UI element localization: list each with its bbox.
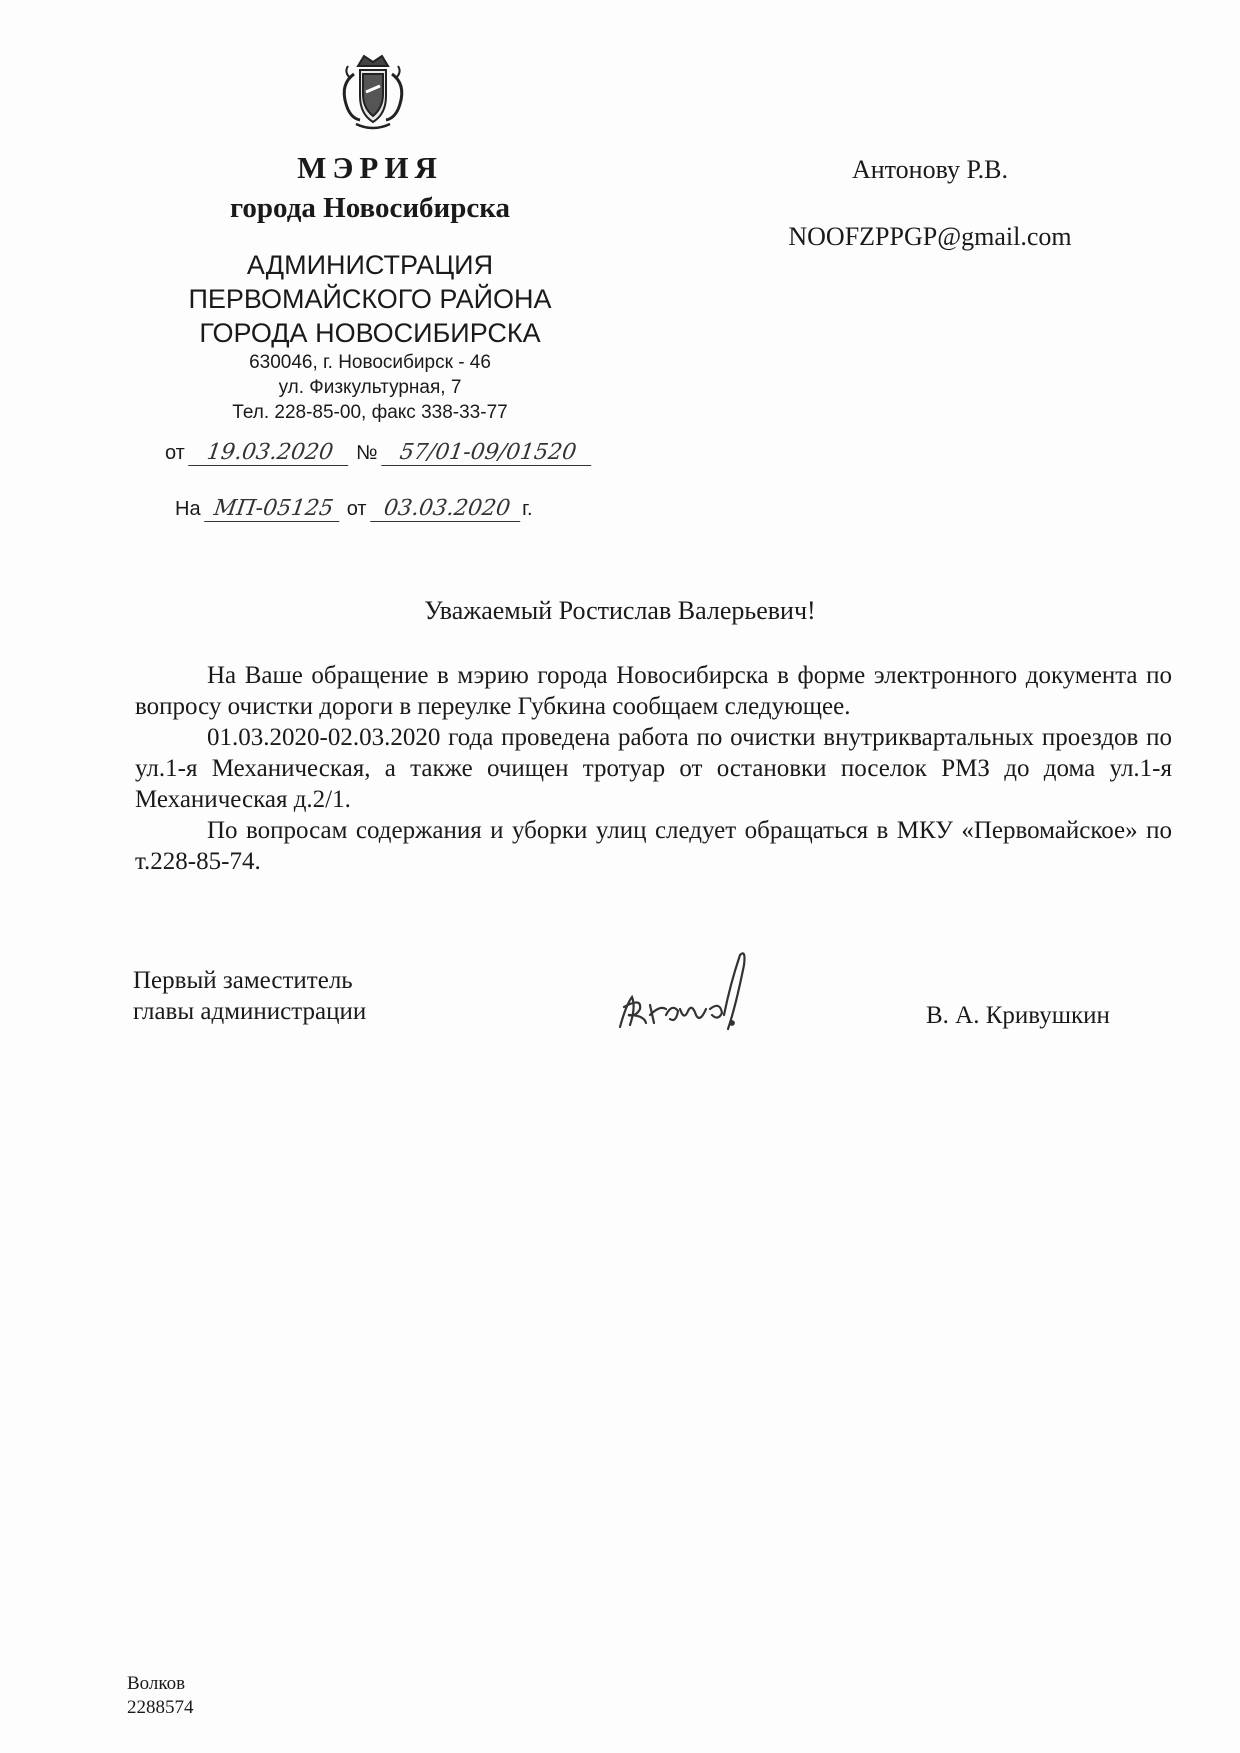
- reply-registration: [175, 496, 533, 522]
- address-line: ул. Физкультурная, 7: [278, 377, 462, 398]
- administration-block: [140, 248, 600, 350]
- year-suffix: г.: [522, 498, 533, 520]
- outgoing-number: 57/01-09/01520: [381, 440, 595, 466]
- body-paragraph: 01.03.2020-02.03.2020 года проведена работа по очистки внутриквартальных проездов по ул.1-я Механическая, а также очищен тротуар от остановки поселок РМЗ до дома ул.1-я Механическая д.2/1.: [135, 724, 1172, 813]
- novosibirsk-coat-of-arms-icon: [330, 48, 416, 134]
- number-label: №: [355, 442, 378, 464]
- executor-info: [127, 1672, 194, 1720]
- executor-name: Волков: [127, 1673, 186, 1694]
- signatory-title: [133, 965, 366, 1027]
- addressee-email: NOOFZPPGP@gmail.com: [788, 222, 1072, 251]
- signatory-title-line: Первый заместитель: [133, 967, 353, 994]
- admin-line: АДМИНИСТРАЦИЯ: [246, 250, 494, 280]
- outgoing-date: 19.03.2020: [189, 440, 353, 466]
- address-block: [140, 350, 600, 425]
- address-line: 630046, г. Новосибирск - 46: [249, 352, 491, 373]
- signatory-title-line: главы администрации: [133, 998, 367, 1025]
- admin-line: ПЕРВОМАЙСКОГО РАЙОНА: [188, 284, 552, 314]
- handwritten-signature: [610, 945, 780, 1035]
- letter-body: [135, 660, 1172, 877]
- reply-number: МП-05125: [204, 496, 343, 522]
- from-label: от: [165, 442, 185, 464]
- body-paragraph: По вопросам содержания и уборки улиц следует обращаться в МКУ «Первомайское» по т.228-85-74.: [135, 817, 1172, 875]
- mayor-office-title: МЭРИЯ: [297, 150, 443, 185]
- body-paragraph: На Ваше обращение в мэрию города Новосибирска в форме электронного документа по вопросу очистки дороги в переулке Губкина сообщаем следующее.: [135, 662, 1172, 720]
- addressee-name: Антонову Р.В.: [851, 155, 1009, 184]
- reply-label: На: [175, 498, 201, 520]
- admin-line: ГОРОДА НОВОСИБИРСКА: [199, 318, 541, 348]
- greeting: Уважаемый Ростислав Валерьевич!: [424, 596, 816, 625]
- reply-date: 03.03.2020: [370, 496, 524, 522]
- city-title: города Новосибирска: [229, 192, 511, 224]
- address-line: Тел. 228-85-00, факс 338-33-77: [232, 402, 508, 423]
- reply-from-label: от: [346, 498, 367, 520]
- signatory-name: В. А. Кривушкин: [926, 1002, 1110, 1029]
- executor-phone: 2288574: [127, 1697, 194, 1718]
- outgoing-registration: [165, 440, 593, 466]
